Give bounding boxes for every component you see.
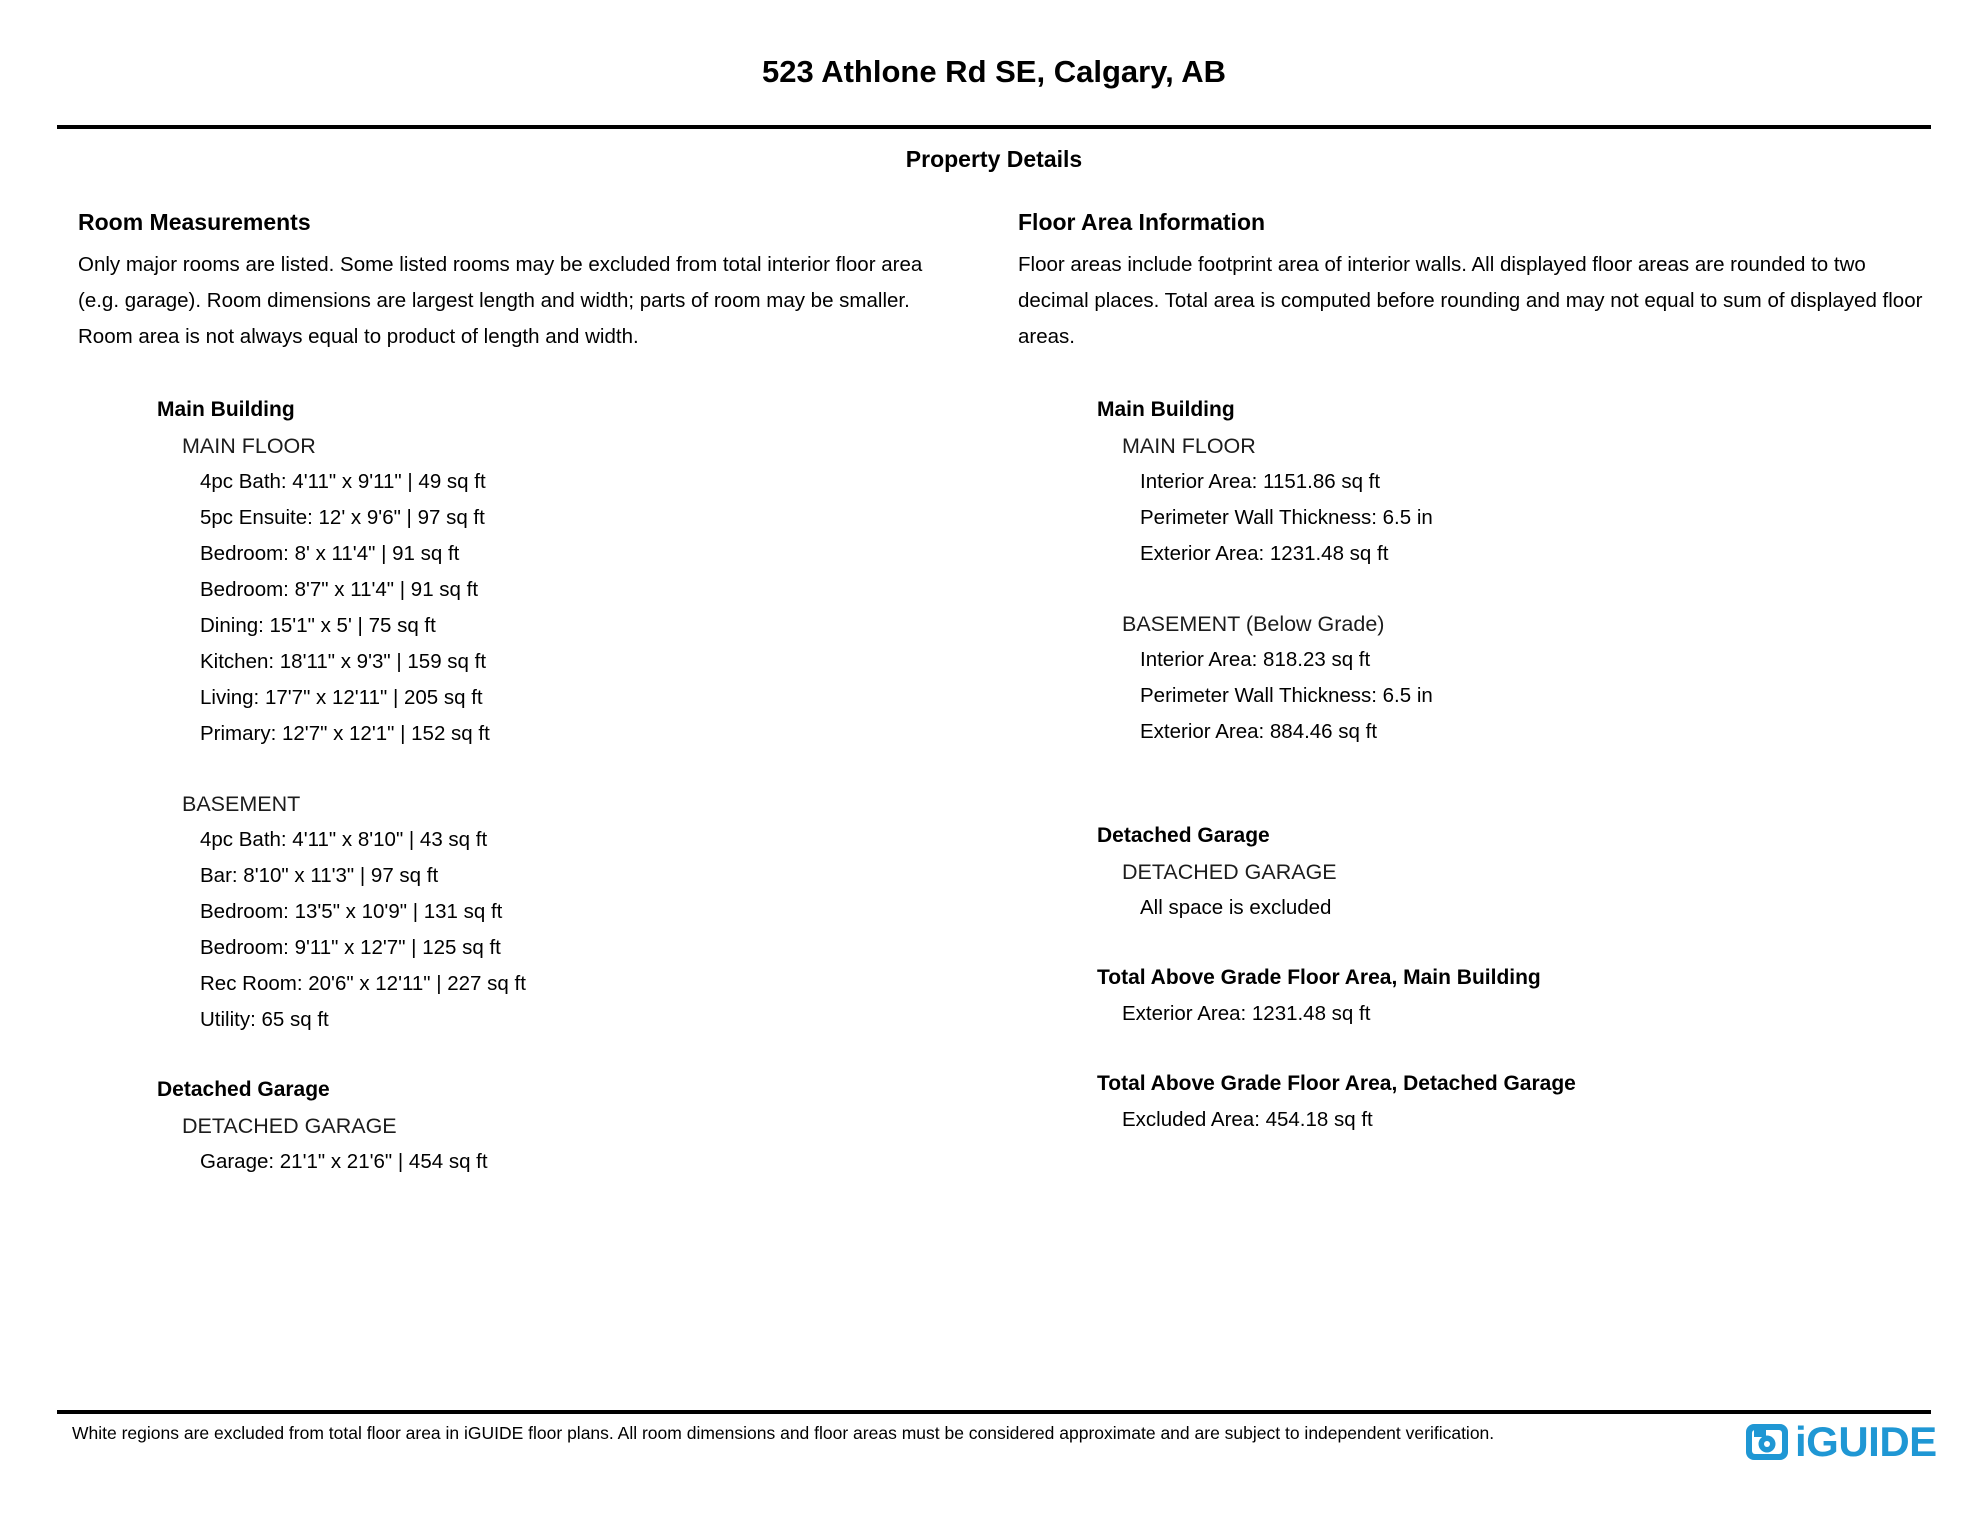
room-line: Bedroom: 9'11" x 12'7" | 125 sq ft [200,936,501,959]
area-line: Exterior Area: 1231.48 sq ft [1122,1002,1371,1025]
room-measurements-heading: Room Measurements [78,209,311,235]
building-section [78,392,962,1038]
area-line: Excluded Area: 454.18 sq ft [1122,1108,1373,1131]
area-floor-block [1018,854,1934,926]
area-floor-name: BASEMENT (Below Grade) [1122,612,1385,636]
floor-name: DETACHED GARAGE [182,1114,397,1138]
room-line: Primary: 12'7" x 12'1" | 152 sq ft [200,722,490,745]
area-section-title: Total Above Grade Floor Area, Main Building [1097,966,1541,989]
room-line: Garage: 21'1" x 21'6" | 454 sq ft [200,1150,488,1173]
area-section [1018,818,1934,926]
room-line: Utility: 65 sq ft [200,1008,329,1031]
room-line: Kitchen: 18'11" x 9'3" | 159 sq ft [200,650,487,673]
area-floor-name: DETACHED GARAGE [1122,860,1337,884]
room-line: Bedroom: 8'7" x 11'4" | 91 sq ft [200,578,479,601]
footer-disclaimer: White regions are excluded from total floor area in iGUIDE floor plans. All room dimensions and floor areas must be considered approximate and are subject to independent verification. [72,1423,1495,1443]
area-section [1018,960,1934,1032]
building-name: Detached Garage [157,1078,330,1101]
room-line: Dining: 15'1" x 5' | 75 sq ft [200,614,436,637]
camera-icon [1744,1419,1790,1465]
room-line: Bedroom: 8' x 11'4" | 91 sq ft [200,542,460,565]
area-section [1018,1066,1934,1138]
room-measurements-list [78,392,962,1180]
room-line: Bar: 8'10" x 11'3" | 97 sq ft [200,864,439,887]
area-line: Exterior Area: 884.46 sq ft [1140,720,1378,743]
floor-name: BASEMENT [182,792,301,816]
floor-area-list [1018,392,1934,1138]
floor-block [78,786,962,1038]
room-line: Bedroom: 13'5" x 10'9" | 131 sq ft [200,900,503,923]
area-section-title: Main Building [1097,398,1235,421]
room-line: Living: 17'7" x 12'11" | 205 sq ft [200,686,483,709]
room-measurements-column [78,207,962,1180]
floor-area-column [1018,207,1934,1138]
room-line: 4pc Bath: 4'11" x 8'10" | 43 sq ft [200,828,488,851]
title-divider [57,125,1931,129]
floor-block [78,1108,962,1180]
building-name: Main Building [157,398,295,421]
iguide-logo-text: iGUIDE [1795,1418,1937,1465]
area-floor-block [1018,606,1934,750]
page-subtitle: Property Details [905,146,1083,172]
area-section-title: Total Above Grade Floor Area, Detached Garage [1097,1072,1576,1095]
area-line: All space is excluded [1140,896,1332,919]
area-line: Interior Area: 818.23 sq ft [1140,648,1371,671]
room-line: 5pc Ensuite: 12' x 9'6" | 97 sq ft [200,506,485,529]
footer-divider [57,1410,1931,1414]
area-section [1018,392,1934,750]
floor-block [78,428,962,752]
area-line: Perimeter Wall Thickness: 6.5 in [1140,506,1433,529]
page-title: 523 Athlone Rd SE, Calgary, AB [762,54,1226,89]
area-line: Perimeter Wall Thickness: 6.5 in [1140,684,1433,707]
area-line: Interior Area: 1151.86 sq ft [1140,470,1381,493]
building-section [78,1072,962,1180]
iguide-logo [1744,1418,1937,1466]
room-line: 4pc Bath: 4'11" x 9'11" | 49 sq ft [200,470,486,493]
area-floor-block [1018,428,1934,572]
area-line: Exterior Area: 1231.48 sq ft [1140,542,1389,565]
floor-area-heading: Floor Area Information [1018,209,1266,235]
room-measurements-description: Only major rooms are listed. Some listed rooms may be excluded from total interior floor area (e.g. garage). Room dimensions are largest length and width; parts of room may be smaller. Room area is not always equal to product of length and width. [78,253,923,348]
floor-area-description: Floor areas include footprint area of interior walls. All displayed floor areas are rounded to two decimal places. Total area is computed before rounding and may not equal to sum of displayed floor areas. [1018,253,1923,348]
area-floor-name: MAIN FLOOR [1122,434,1256,458]
room-line: Rec Room: 20'6" x 12'11" | 227 sq ft [200,972,526,995]
floor-name: MAIN FLOOR [182,434,316,458]
area-section-title: Detached Garage [1097,824,1270,847]
